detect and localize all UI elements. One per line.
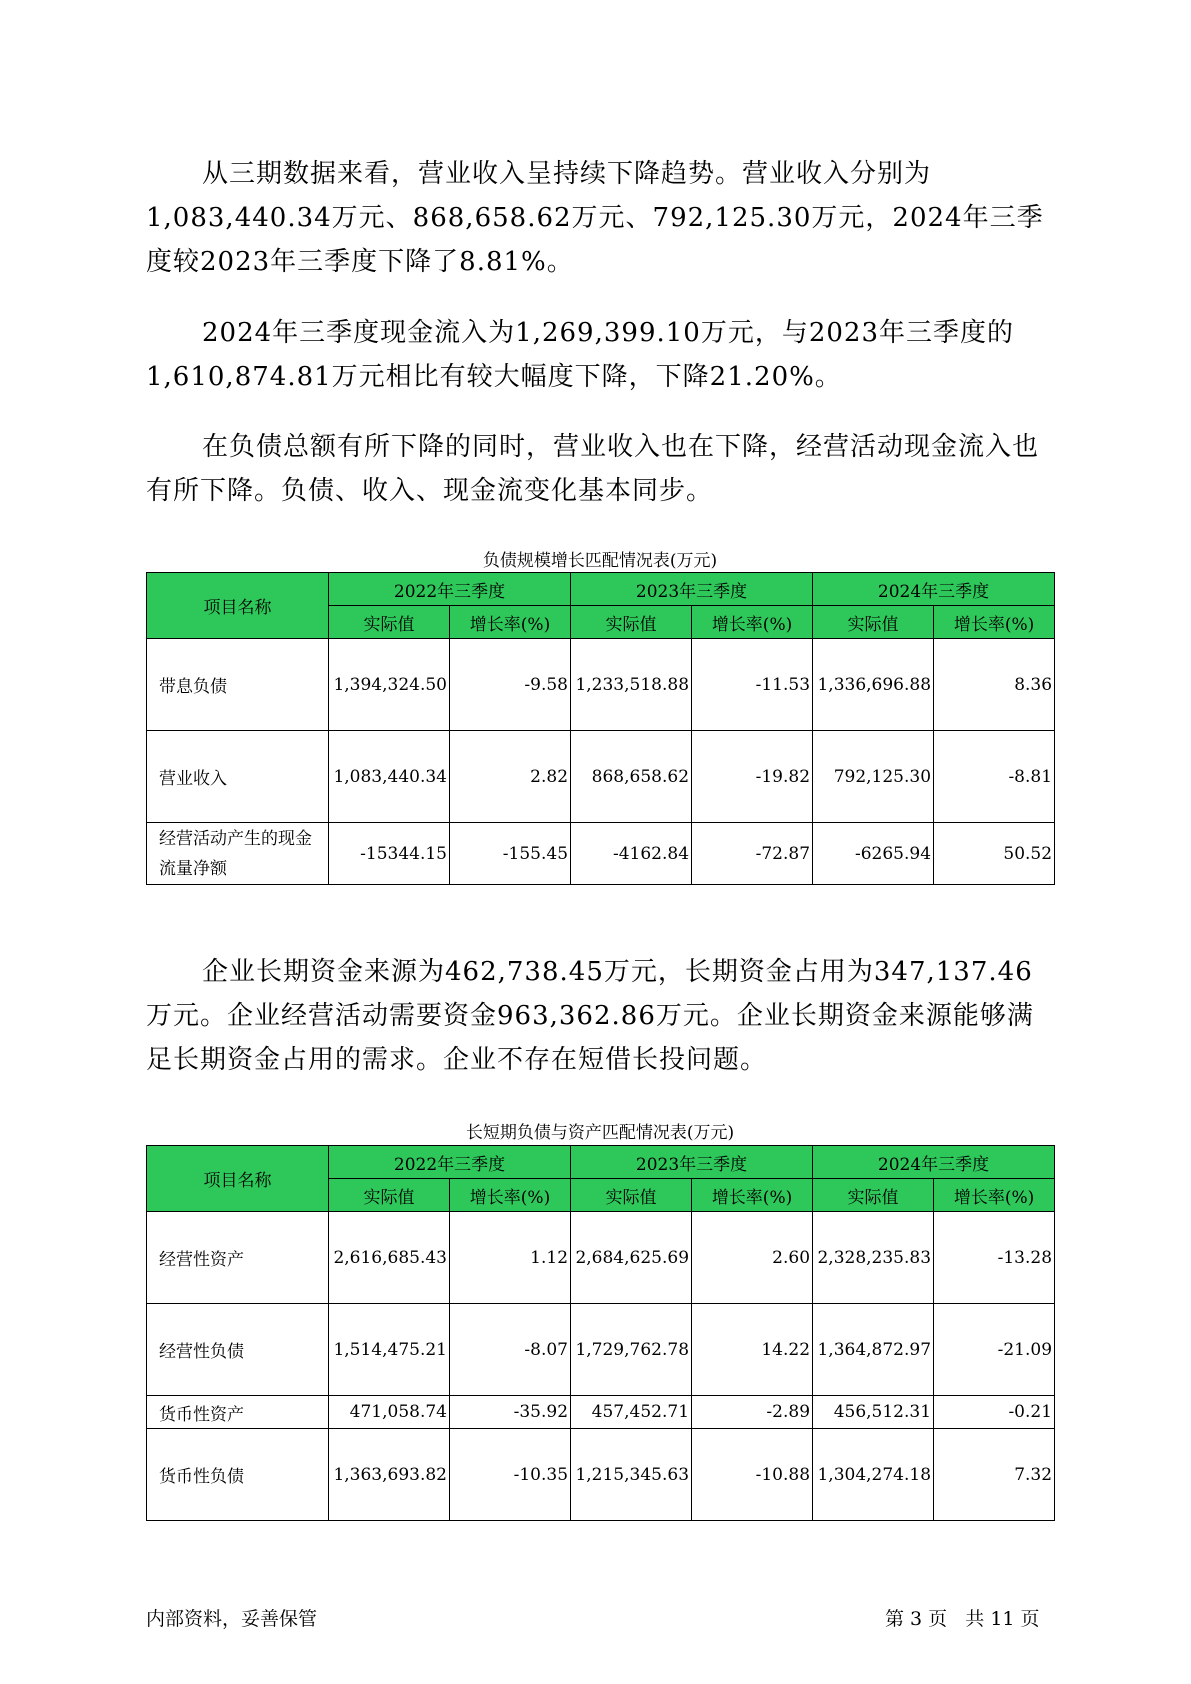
table2-caption: 长短期负债与资产匹配情况表(万元) (465, 1123, 735, 1143)
table-row (147, 1396, 1055, 1429)
footer-confidential-note: 内部资料，妥善保管 (146, 1608, 318, 1630)
cell-value: 1,215,345.63 (571, 1429, 692, 1521)
period-header-2024: 2024年三季度 (813, 573, 1055, 606)
actual-header: 实际值 (813, 606, 934, 639)
table-row (147, 639, 1055, 731)
cell-value: 1,394,324.50 (329, 639, 450, 731)
cell-value: -21.09 (934, 1304, 1055, 1396)
cell-value: -19.82 (692, 731, 813, 823)
cell-value: 457,452.71 (571, 1396, 692, 1429)
row-label: 货币性资产 (147, 1396, 329, 1429)
paragraph-sync-summary: 在负债总额有所下降的同时，营业收入也在下降，经营活动现金流入也有所下降。负债、收入、现金流变化基本同步。 (146, 432, 1040, 506)
cell-value: 1,304,274.18 (813, 1429, 934, 1521)
growth-header: 增长率(%) (450, 1179, 571, 1212)
row-label: 经营性资产 (147, 1212, 329, 1304)
cell-value: 2,328,235.83 (813, 1212, 934, 1304)
cell-value: 2.60 (692, 1212, 813, 1304)
cell-value: 1.12 (450, 1212, 571, 1304)
growth-header: 增长率(%) (692, 1179, 813, 1212)
row-label: 经营性负债 (147, 1304, 329, 1396)
row-label: 经营活动产生的现金流量净额 (147, 823, 329, 885)
cell-value: 456,512.31 (813, 1396, 934, 1429)
actual-header: 实际值 (571, 606, 692, 639)
cell-value: 1,364,872.97 (813, 1304, 934, 1396)
cell-value: -13.28 (934, 1212, 1055, 1304)
growth-header: 增长率(%) (934, 1179, 1055, 1212)
table-row (147, 1429, 1055, 1521)
footer-page-number: 第 3 页 共 11 页 (885, 1608, 1040, 1630)
cell-value: -4162.84 (571, 823, 692, 885)
period-header-2022: 2022年三季度 (329, 573, 571, 606)
cell-value: 792,125.30 (813, 731, 934, 823)
cell-value: 7.32 (934, 1429, 1055, 1521)
paragraph-cash-inflow: 2024年三季度现金流入为1,269,399.10万元，与2023年三季度的1,610,874.81万元相比有较大幅度下降，下降21.20%。 (146, 318, 1015, 392)
cell-value: -10.35 (450, 1429, 571, 1521)
cell-value: 1,363,693.82 (329, 1429, 450, 1521)
growth-header: 增长率(%) (450, 606, 571, 639)
period-header-2023: 2023年三季度 (571, 1146, 813, 1179)
actual-header: 实际值 (813, 1179, 934, 1212)
cell-value: -8.07 (450, 1304, 571, 1396)
row-label: 带息负债 (147, 639, 329, 731)
cell-value: 50.52 (934, 823, 1055, 885)
actual-header: 实际值 (571, 1179, 692, 1212)
cell-value: 14.22 (692, 1304, 813, 1396)
cell-value: -11.53 (692, 639, 813, 731)
paragraph-revenue-trend: 从三期数据来看，营业收入呈持续下降趋势。营业收入分别为1,083,440.34万元、868,658.62万元、792,125.30万元，2024年三季度较2023年三季度下降了8.81%。 (146, 159, 1044, 277)
cell-value: 1,336,696.88 (813, 639, 934, 731)
cell-value: 1,514,475.21 (329, 1304, 450, 1396)
growth-header: 增长率(%) (934, 606, 1055, 639)
asset-liability-table (146, 1145, 1055, 1521)
period-header-2023: 2023年三季度 (571, 573, 813, 606)
table1-caption: 负债规模增长匹配情况表(万元) (482, 551, 718, 571)
actual-header: 实际值 (329, 1179, 450, 1212)
debt-growth-table (146, 572, 1055, 885)
table-row (147, 823, 1055, 885)
cell-value: -35.92 (450, 1396, 571, 1429)
row-label: 营业收入 (147, 731, 329, 823)
table-row (147, 1212, 1055, 1304)
cell-value: 8.36 (934, 639, 1055, 731)
paragraph-long-term-funds: 企业长期资金来源为462,738.45万元，长期资金占用为347,137.46万元。企业经营活动需要资金963,362.86万元。企业长期资金来源能够满足长期资金占用的需求。企业不存在短借长投问题。 (146, 957, 1034, 1075)
cell-value: -10.88 (692, 1429, 813, 1521)
cell-value: -6265.94 (813, 823, 934, 885)
cell-value: 471,058.74 (329, 1396, 450, 1429)
cell-value: 1,083,440.34 (329, 731, 450, 823)
period-header-2022: 2022年三季度 (329, 1146, 571, 1179)
cell-value: -8.81 (934, 731, 1055, 823)
cell-value: 1,729,762.78 (571, 1304, 692, 1396)
item-name-header: 项目名称 (147, 573, 329, 639)
cell-value: 2.82 (450, 731, 571, 823)
cell-value: -9.58 (450, 639, 571, 731)
cell-value: -2.89 (692, 1396, 813, 1429)
cell-value: -15344.15 (329, 823, 450, 885)
growth-header: 增长率(%) (692, 606, 813, 639)
cell-value: -155.45 (450, 823, 571, 885)
table-row (147, 731, 1055, 823)
cell-value: 2,616,685.43 (329, 1212, 450, 1304)
cell-value: 1,233,518.88 (571, 639, 692, 731)
cell-value: 868,658.62 (571, 731, 692, 823)
item-name-header: 项目名称 (147, 1146, 329, 1212)
cell-value: -0.21 (934, 1396, 1055, 1429)
period-header-2024: 2024年三季度 (813, 1146, 1055, 1179)
table-row (147, 1304, 1055, 1396)
cell-value: 2,684,625.69 (571, 1212, 692, 1304)
actual-header: 实际值 (329, 606, 450, 639)
row-label: 货币性负债 (147, 1429, 329, 1521)
cell-value: -72.87 (692, 823, 813, 885)
